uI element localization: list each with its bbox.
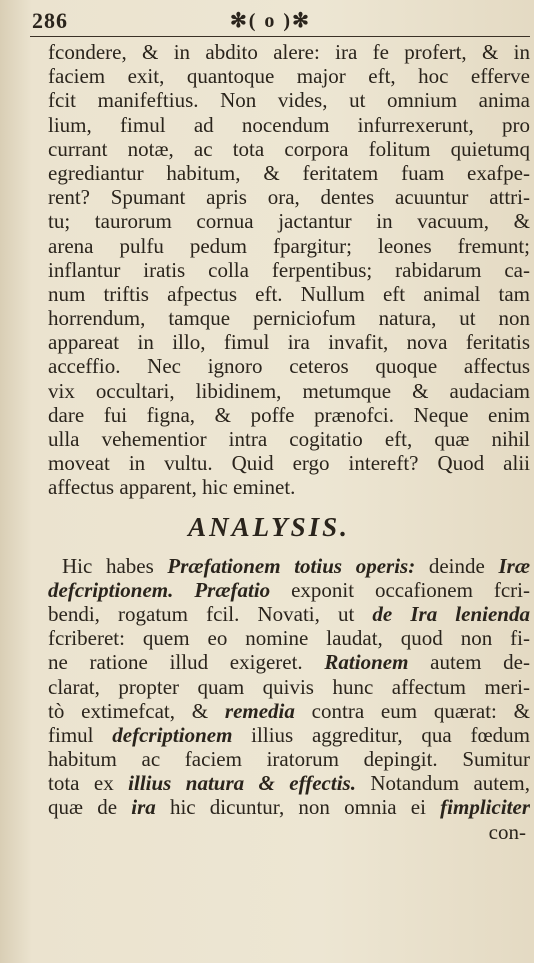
text-line <box>48 578 530 602</box>
text-line: affectus apparent, hic eminet. <box>48 475 296 500</box>
text-segment: illius aggreditur, qua fœdum <box>232 722 530 747</box>
text-segment: clarat, propter quam quivis hunc affectum meri- <box>48 674 530 699</box>
italic-term: ira <box>131 795 156 820</box>
text-line: currant notæ, ac tota corpora folitum quietumq <box>48 136 530 161</box>
text-line <box>48 795 530 819</box>
text-line: fcit manifeftius. Non vides, ut omnium anima <box>48 88 530 113</box>
analysis-paragraph <box>48 554 530 820</box>
text-segment: deinde <box>415 553 499 578</box>
italic-term: Præfatio <box>194 577 271 602</box>
text-line: inflantur iratis colla ferpentibus; rabidarum ca- <box>48 257 530 282</box>
text-line <box>48 675 530 699</box>
text-line: lium, fimul ad nocendum infurrexerunt, pro <box>48 112 530 137</box>
main-text <box>48 40 530 844</box>
text-line: faciem exit, quantoque major eft, hoc efferve <box>48 64 530 89</box>
italic-term: fimpliciter <box>440 795 530 820</box>
text-line <box>48 626 530 650</box>
section-heading: ANALYSIS. <box>188 511 350 542</box>
text-line <box>48 747 530 771</box>
text-line: num triftis afpectus eft. Nullum eft animal tam <box>48 281 530 306</box>
text-line: fcondere, & in abdito alere: ira fe profert, & in <box>48 40 530 64</box>
text-line: horrendum, tamque perniciofum natura, ut non <box>48 306 530 331</box>
text-segment: Hic habes <box>62 553 168 578</box>
text-line: egrediantur habitum, & feritatem fuam exafpe- <box>48 160 530 185</box>
italic-term: defcriptionem <box>112 722 233 747</box>
text-line: moveat in vultu. Quid ergo intereft? Quod alii <box>48 451 530 476</box>
text-segment: tò extimefcat, & <box>48 698 225 723</box>
text-line <box>48 771 530 795</box>
italic-term: Præfationem totius operis: <box>167 553 416 578</box>
text-segment: hic dicuntur, non omnia ei <box>155 795 441 820</box>
text-segment <box>173 578 194 602</box>
catchword: con- <box>488 819 526 844</box>
text-line: rent? Spumant apris ora, dentes acuuntur attri- <box>48 185 530 210</box>
text-segment: quæ de <box>48 795 132 820</box>
text-segment: ne ratione illud exigeret. <box>48 650 325 675</box>
text-segment: Notandum autem, <box>355 771 530 796</box>
italic-term: illius natura & effectis. <box>128 771 356 796</box>
text-segment: autem de- <box>408 650 530 675</box>
header-ornament: ✻( o )✻ <box>230 10 311 32</box>
text-line: acceffio. Nec ignoro ceteros quoque affectus <box>48 354 530 379</box>
text-segment: contra eum quærat: & <box>294 698 530 723</box>
italic-term: remedia <box>224 698 295 723</box>
italic-term: Rationem <box>324 650 409 675</box>
text-line <box>48 699 530 723</box>
text-line: appareat in illo, fimul ira invafit, nova feritatis <box>48 330 530 355</box>
text-line: dare fui figna, & poffe prænofci. Neque enim <box>48 402 530 427</box>
text-segment: bendi, rogatum fcil. Novati, ut <box>48 601 373 626</box>
italic-term: Iræ <box>498 553 530 578</box>
text-line <box>48 723 530 747</box>
text-line: vix occultari, libidinem, metumque & audaciam <box>48 378 530 403</box>
text-line: tu; taurorum cornua jactantur in vacuum, & <box>48 209 530 234</box>
text-line <box>48 554 530 578</box>
text-line <box>48 650 530 674</box>
body-paragraph <box>48 40 530 500</box>
text-segment: fimul <box>48 722 113 747</box>
text-line: arena pulfu pedum fpargitur; leones fremunt; <box>48 233 530 258</box>
text-line <box>48 602 530 626</box>
page-header <box>30 6 530 37</box>
text-segment: fcriberet: quem eo nomine laudat, quod non fi- <box>48 626 530 651</box>
text-segment: exponit occafionem fcri- <box>270 577 530 602</box>
italic-term: defcriptionem. <box>48 577 174 602</box>
italic-term: de Ira lenienda <box>372 601 530 626</box>
text-line: ulla vehementior intra cogitatio eft, quæ nihil <box>48 427 530 451</box>
text-segment: tota ex <box>48 771 129 796</box>
text-segment: habitum ac faciem iratorum depingit. Sumitur <box>48 747 530 772</box>
page-number: 286 <box>32 8 68 33</box>
